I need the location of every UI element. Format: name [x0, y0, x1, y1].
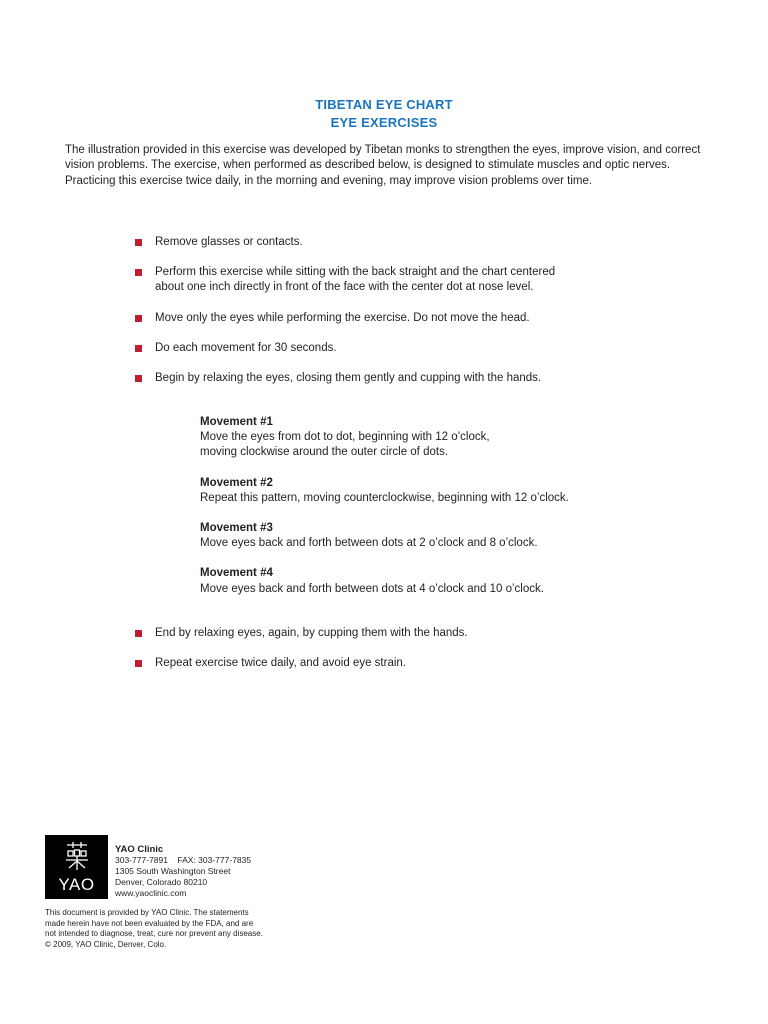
clinic-street: 1305 South Washington Street: [115, 866, 231, 876]
logo-wordmark: YAO: [58, 875, 95, 894]
movement-title: Movement #1: [200, 416, 273, 428]
clinic-phone-fax: 303-777-7891 FAX: 303-777-7835: [115, 855, 252, 865]
clinic-website[interactable]: www.yaoclinic.com: [115, 888, 187, 898]
movement-title: Movement #3: [200, 522, 273, 535]
red-square-bullet-icon: [135, 630, 142, 637]
title-line-1: TIBETAN EYE CHART: [315, 97, 453, 112]
clinic-name: YAO Clinic: [115, 844, 164, 855]
movement-1: Movement #1 Move the eyes from dot to dot, beginning with 12 o’clock, moving clockwise around the outer circle of dots.: [200, 415, 680, 461]
list-item: Move only the eyes while performing the exercise. Do not move the head.: [133, 311, 693, 326]
movement-2: Movement #2 Repeat this pattern, moving counterclockwise, beginning with 12 o’clock.: [200, 476, 680, 506]
yao-character-icon: [65, 841, 89, 871]
clinic-contact: [115, 844, 251, 899]
red-square-bullet-icon: [135, 315, 142, 322]
copyright: © 2009, YAO Clinic, Denver, Colo.: [45, 939, 167, 949]
list-item: Begin by relaxing the eyes, closing them gently and cupping with the hands.: [133, 371, 693, 386]
document-title: [0, 96, 768, 132]
instruction-list: [133, 235, 693, 401]
red-square-bullet-icon: [135, 375, 142, 382]
list-item: Perform this exercise while sitting with the back straight and the chart centered about one inch directly in front of the face with the center dot at nose level.: [133, 265, 693, 295]
intro-paragraph: The illustration provided in this exercise was developed by Tibetan monks to strengthen the eyes, improve vision, and correct vision problems. The exercise, when performed as described below, is designed to stimulate muscles and optic nerves. Practicing this exercise twice daily, in the morning and evening, may improve vision problems over time.: [65, 144, 701, 187]
list-item: Repeat exercise twice daily, and avoid eye strain.: [133, 656, 693, 671]
movement-4: Movement #4 Move eyes back and forth between dots at 4 o’clock and 10 o’clock.: [200, 566, 680, 596]
title-line-2: EYE EXERCISES: [330, 115, 438, 130]
list-item: Do each movement for 30 seconds.: [133, 341, 693, 356]
red-square-bullet-icon: [135, 660, 142, 667]
list-item: End by relaxing eyes, again, by cupping them with the hands.: [133, 626, 693, 641]
list-item: Remove glasses or contacts.: [133, 235, 693, 250]
red-square-bullet-icon: [135, 345, 142, 352]
closing-list: [133, 626, 693, 686]
movement-title: Movement #2: [200, 476, 273, 489]
clinic-city: Denver, Colorado 80210: [115, 877, 208, 887]
disclaimer: This document is provided by YAO Clinic. The statements made herein have not been evaluated by the FDA, and are not intended to diagnose, treat, cure nor prevent any disease. © 2009, YAO Clinic, Denver, Colo.: [45, 908, 285, 950]
movement-3: Movement #3 Move eyes back and forth between dots at 2 o’clock and 8 o’clock.: [200, 521, 680, 551]
red-square-bullet-icon: [135, 239, 142, 246]
movement-title: Movement #4: [200, 567, 273, 580]
movement-list: [200, 415, 680, 612]
red-square-bullet-icon: [135, 269, 142, 276]
yao-clinic-logo: [45, 835, 108, 899]
